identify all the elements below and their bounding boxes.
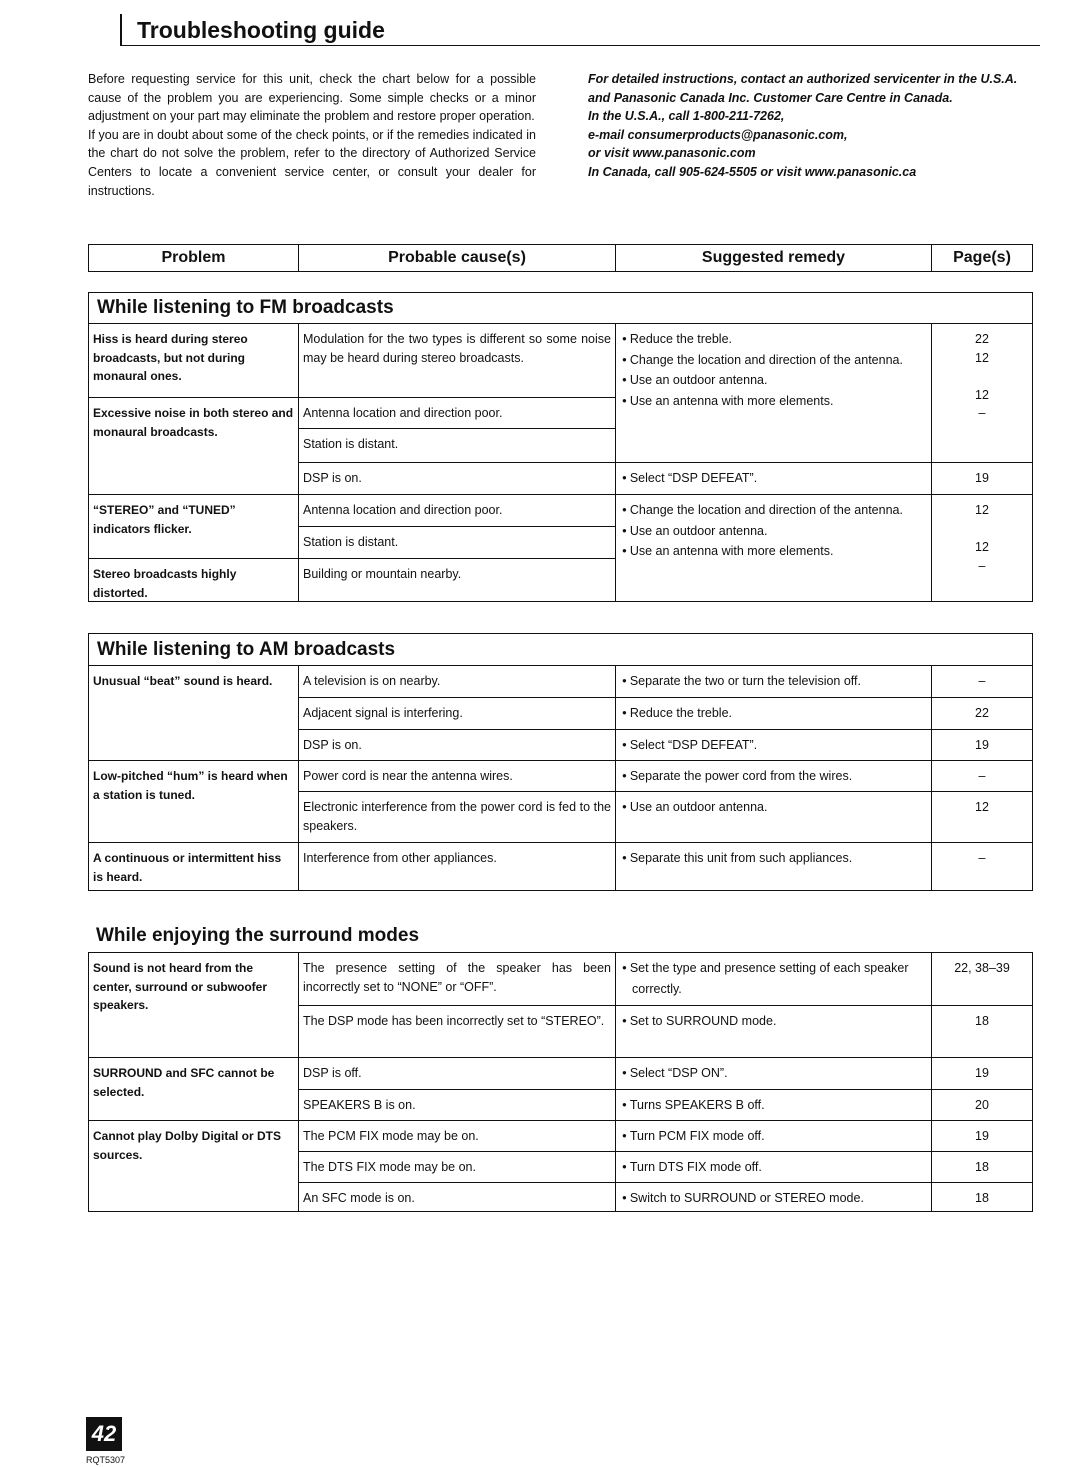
- problem-cell: Hiss is heard during stereo broadcasts, but not during monaural ones.: [89, 323, 298, 397]
- remedy-cell: [615, 1057, 931, 1089]
- problem-cell: A continuous or intermittent hiss is heard.: [89, 842, 298, 890]
- cause-cell: The DTS FIX mode may be on.: [298, 1151, 615, 1182]
- remedy-cell: [615, 952, 931, 1005]
- pages-cell: 18: [931, 1151, 1032, 1182]
- remedy-cell: [615, 462, 931, 494]
- page-ref: [936, 520, 1028, 539]
- problem-cell: Unusual “beat” sound is heard.: [89, 665, 298, 760]
- remedy-cell: [615, 729, 931, 760]
- contact-line: In Canada, call 905-624-5505 or visit www.panasonic.ca: [588, 164, 917, 179]
- remedy-cell: [615, 1120, 931, 1151]
- page-ref: 12: [975, 350, 989, 365]
- cause-cell: Antenna location and direction poor.: [298, 397, 615, 428]
- contact-info: [588, 70, 1038, 182]
- page-ref: 12: [975, 540, 989, 554]
- pages-cell: 22, 38–39: [931, 952, 1032, 1005]
- page-number: 42: [86, 1417, 122, 1451]
- remedy-item: ● Separate the two or turn the television off.: [620, 672, 927, 693]
- remedy-cell: [615, 760, 931, 791]
- page-ref: –: [978, 558, 986, 573]
- intro-paragraph: If you are in doubt about some of the check points, or if the remedies indicated in the chart do not solve the problem, refer to the directory of Authorized Service Centers to locate a convenient service center, or consult your dealer for instructions.: [88, 127, 536, 198]
- problem-cell: Excessive noise in both stereo and monaural broadcasts.: [89, 397, 298, 494]
- remedy-cell: [615, 1005, 931, 1057]
- remedy-item: ● Separate this unit from such appliances.: [620, 849, 927, 870]
- cause-cell: Interference from other appliances.: [298, 842, 615, 890]
- remedy-item: ● Use an outdoor antenna.: [620, 371, 927, 392]
- contact-line: e-mail consumerproducts@panasonic.com,: [588, 127, 848, 142]
- problem-cell: “STEREO” and “TUNED” indicators flicker.: [89, 494, 298, 558]
- pages-cell: 18: [931, 1005, 1032, 1057]
- cause-cell: Antenna location and direction poor.: [298, 494, 615, 526]
- remedy-item: ● Turn PCM FIX mode off.: [620, 1127, 927, 1148]
- section-title: While listening to AM broadcasts: [97, 639, 396, 660]
- title-rule: [120, 45, 1040, 46]
- remedy-cell: [615, 494, 931, 601]
- problem-cell: Stereo broadcasts highly distorted.: [89, 558, 298, 601]
- remedy-item: ● Reduce the treble.: [620, 330, 927, 351]
- problem-cell: Sound is not heard from the center, surround or subwoofer speakers.: [89, 952, 298, 1057]
- page-title: Troubleshooting guide: [137, 17, 385, 43]
- header-problem: Problem: [161, 249, 226, 266]
- remedy-item: ● Use an antenna with more elements.: [620, 392, 927, 413]
- pages-cell: [931, 323, 1032, 462]
- remedy-cell: [615, 1182, 931, 1211]
- remedy-cell: [615, 842, 931, 890]
- remedy-cell: [615, 1089, 931, 1120]
- pages-cell: –: [931, 665, 1032, 697]
- problem-cell: Low-pitched “hum” is heard when a station is tuned.: [89, 760, 298, 842]
- remedy-item: ● Use an outdoor antenna.: [620, 798, 927, 819]
- cause-cell: SPEAKERS B is on.: [298, 1089, 615, 1120]
- remedy-item: ● Switch to SURROUND or STEREO mode.: [620, 1189, 927, 1210]
- header-cause: Probable cause(s): [298, 245, 615, 271]
- pages-cell: 19: [931, 1120, 1032, 1151]
- cause-cell: Station is distant.: [298, 428, 615, 462]
- remedy-cell: [615, 697, 931, 729]
- page-ref: 22: [975, 332, 989, 346]
- header-pages: Page(s): [931, 245, 1032, 271]
- am-section: [88, 633, 1033, 891]
- contact-line: or visit www.panasonic.com: [588, 146, 756, 161]
- remedy-cell: [615, 1151, 931, 1182]
- cause-cell: The presence setting of the speaker has been incorrectly set to “NONE” or “OFF”.: [298, 952, 615, 1005]
- cause-cell: An SFC mode is on.: [298, 1182, 615, 1211]
- intro-paragraph: Before requesting service for this unit, check the chart below for a possible cause of the problem you are experiencing. Some simple checks or a minor adjustment on your part may eliminate the problem and restore proper operation.: [88, 72, 536, 124]
- cause-cell: Electronic interference from the power cord is fed to the speakers.: [298, 791, 615, 842]
- remedy-item: ● Change the location and direction of the antenna.: [620, 351, 927, 372]
- problem-cell: SURROUND and SFC cannot be selected.: [89, 1057, 298, 1120]
- pages-cell: 19: [931, 462, 1032, 494]
- cause-cell: The PCM FIX mode may be on.: [298, 1120, 615, 1151]
- problem-cell: Cannot play Dolby Digital or DTS sources.: [89, 1120, 298, 1211]
- page-ref: [936, 367, 1028, 386]
- intro-text: [88, 70, 536, 200]
- remedy-cell: [615, 665, 931, 697]
- remedy-item: ● Use an outdoor antenna.: [620, 522, 927, 543]
- pages-cell: –: [931, 842, 1032, 890]
- remedy-item: ● Turns SPEAKERS B off.: [620, 1096, 927, 1117]
- remedy-item: ● Use an antenna with more elements.: [620, 542, 927, 563]
- cause-cell: Station is distant.: [298, 526, 615, 558]
- remedy-item: ● Select “DSP ON”.: [620, 1064, 927, 1085]
- page-ref: –: [978, 406, 986, 420]
- pages-cell: 22: [931, 697, 1032, 729]
- remedy-item: ● Reduce the treble.: [620, 704, 927, 725]
- cause-cell: Adjacent signal is interfering.: [298, 697, 615, 729]
- remedy-item: ● Set to SURROUND mode.: [620, 1012, 927, 1033]
- pages-cell: [931, 494, 1032, 601]
- fm-section: [88, 292, 1033, 602]
- remedy-item: ● Change the location and direction of the antenna.: [620, 501, 927, 522]
- cause-cell: DSP is off.: [298, 1057, 615, 1089]
- cause-cell: Power cord is near the antenna wires.: [298, 760, 615, 791]
- cause-cell: DSP is on.: [298, 729, 615, 760]
- document-code: RQT5307: [86, 1455, 126, 1465]
- table-header: [88, 244, 1033, 272]
- pages-cell: 19: [931, 729, 1032, 760]
- page-ref: 12: [975, 387, 989, 402]
- remedy-item: ● Select “DSP DEFEAT”.: [620, 736, 927, 757]
- remedy-item: ● Select “DSP DEFEAT”.: [620, 469, 927, 490]
- section-title: While enjoying the surround modes: [96, 925, 420, 946]
- surround-section: [88, 952, 1033, 1212]
- pages-cell: 19: [931, 1057, 1032, 1089]
- pages-cell: –: [931, 760, 1032, 791]
- pages-cell: 18: [931, 1182, 1032, 1211]
- page-ref: 12: [975, 503, 989, 517]
- cause-cell: A television is on nearby.: [298, 665, 615, 697]
- pages-cell: 20: [931, 1089, 1032, 1120]
- cause-cell: The DSP mode has been incorrectly set to “STEREO”.: [298, 1005, 615, 1057]
- remedy-item: ● Separate the power cord from the wires.: [620, 767, 927, 788]
- cause-cell: Building or mountain nearby.: [298, 558, 615, 601]
- contact-line: For detailed instructions, contact an authorized servicenter in the U.S.A. and Panasonic Canada Inc. Customer Care Centre in Canada.: [588, 72, 1018, 105]
- cause-cell: Modulation for the two types is different so some noise may be heard during stereo broadcasts.: [298, 323, 615, 397]
- remedy-cell: [615, 791, 931, 842]
- header-remedy: Suggested remedy: [615, 245, 931, 271]
- pages-cell: 12: [931, 791, 1032, 842]
- remedy-item: ● Turn DTS FIX mode off.: [620, 1158, 927, 1179]
- title-bar: [120, 14, 122, 46]
- section-title: While listening to FM broadcasts: [97, 297, 394, 318]
- remedy-cell: [615, 323, 931, 462]
- cause-cell: DSP is on.: [298, 462, 615, 494]
- contact-line: In the U.S.A., call 1-800-211-7262,: [588, 109, 785, 124]
- remedy-item: ● Set the type and presence setting of each speaker correctly.: [620, 959, 927, 998]
